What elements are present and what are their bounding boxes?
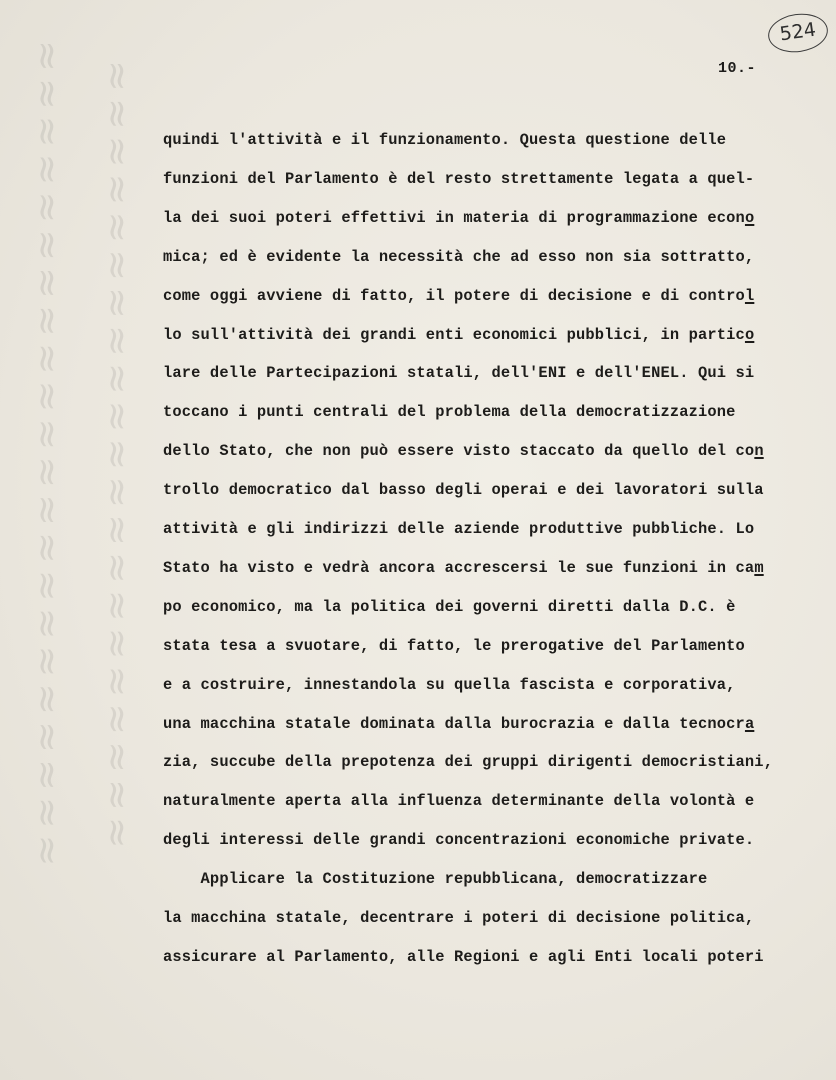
line-text: la macchina statale, decentrare i poteri di decisione politica, (163, 909, 755, 927)
text-line (163, 480, 764, 500)
underlined-hyphen-letter: a (744, 714, 755, 733)
line-text: Applicare la Costituzione repubblicana, democratizzare (163, 870, 708, 889)
page-number: 10.- (718, 60, 757, 77)
text-line (163, 325, 754, 345)
line-text: Stato ha visto e vedrà ancora accrescersi le sue funzioni in ca (163, 558, 755, 577)
line-text: toccano i punti centrali del problema della democratizzazione (163, 403, 736, 422)
line-text: stata tesa a svuotare, di fatto, le prerogative del Parlamento (163, 636, 745, 655)
underlined-hyphen-letter: n (754, 442, 764, 461)
line-text: come oggi avviene di fatto, il potere di decisione e di contro (163, 286, 745, 305)
line-text: quindi l'attività e il funzionamento. Questa questione delle (163, 131, 727, 149)
line-text: naturalmente aperta alla influenza determinante della volontà e (163, 792, 755, 811)
line-text: lare delle Partecipazioni statali, dell'ENI e dell'ENEL. Qui si (163, 364, 755, 383)
underlined-hyphen-letter: l (744, 286, 755, 305)
line-text: zia, succube della prepotenza dei gruppi dirigenti democristiani, (163, 753, 774, 772)
text-line (163, 675, 736, 695)
text-line (163, 286, 754, 306)
stamp-number: 524 (778, 18, 818, 46)
line-text: attività e gli indirizzi delle aziende produttive pubbliche. Lo (163, 520, 755, 538)
text-line (163, 402, 736, 422)
text-line (163, 363, 754, 383)
text-line (163, 908, 754, 928)
line-text: funzioni del Parlamento è del resto strettamente legata a quel- (163, 169, 755, 188)
text-line (163, 130, 726, 150)
text-line (163, 830, 754, 850)
text-line (163, 247, 754, 267)
line-text: po economico, ma la politica dei governi diretti dalla D.C. è (163, 597, 736, 616)
text-line (163, 558, 764, 578)
line-text: una macchina statale dominata dalla burocrazia e dalla tecnocr (163, 714, 745, 733)
line-text: mica; ed è evidente la necessità che ad esso non sia sottratto, (163, 247, 755, 266)
line-text: assicurare al Parlamento, alle Regioni e agli Enti locali poteri (163, 947, 764, 966)
underlined-hyphen-letter: o (744, 208, 755, 227)
text-line (163, 947, 764, 967)
text-line (163, 208, 754, 228)
line-text: la dei suoi poteri effettivi in materia di programmazione econ (163, 208, 745, 227)
text-line (163, 169, 754, 189)
text-line (163, 714, 754, 734)
underlined-hyphen-letter: o (744, 325, 755, 344)
line-text: e a costruire, innestandola su quella fascista e corporativa, (163, 675, 736, 694)
text-line (163, 519, 754, 539)
text-line (163, 441, 764, 461)
line-text: dello Stato, che non può essere visto staccato da quello del co (163, 442, 755, 461)
line-text: degli interessi delle grandi concentrazioni economiche private. (163, 831, 755, 850)
text-line (163, 752, 773, 772)
text-line (163, 597, 736, 617)
archive-stamp (766, 10, 831, 56)
text-line (163, 869, 707, 889)
text-line (163, 636, 745, 656)
line-text: trollo democratico dal basso degli operai e dei lavoratori sulla (163, 481, 764, 500)
bleed-through-marks: ≈≈≈≈≈≈≈≈≈≈≈≈≈≈≈≈≈≈≈≈≈≈ ≈≈≈≈≈≈≈≈≈≈≈≈≈≈≈≈≈≈≈≈≈ (26, 40, 140, 873)
line-text: lo sull'attività dei grandi enti economici pubblici, in partic (163, 325, 745, 344)
underlined-hyphen-letter: m (754, 558, 764, 577)
text-line (163, 791, 754, 811)
